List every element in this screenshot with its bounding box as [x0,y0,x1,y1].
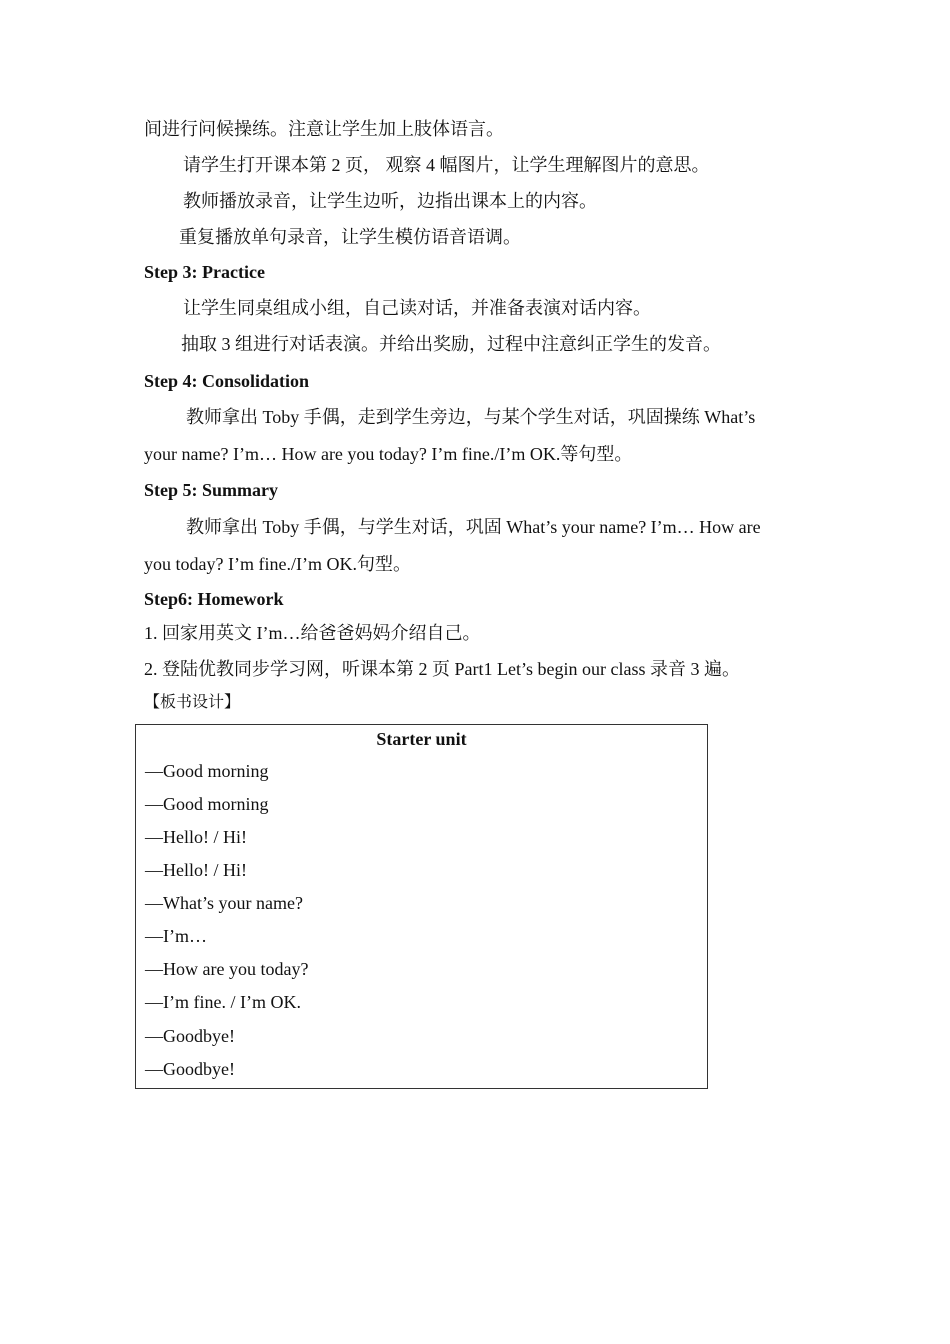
list-item: 1. 回家用英文 I’m…给爸爸妈妈介绍自己。 [144,623,481,643]
paragraph-line: 教师播放录音，让学生边听，边指出课本上的内容。 [183,191,597,211]
board-line: —How are you today? [145,959,309,979]
board-line: —Hello! / Hi! [145,827,247,847]
paragraph-line: 教师拿出 Toby 手偶，与学生对话，巩固 What’s your name? I’m… How are [186,517,761,537]
list-item: 2. 登陆优教同步学习网，听课本第 2 页 Part1 Let’s begin our class 录音 3 遍。 [144,659,740,679]
paragraph-line: your name? I’m… How are you today? I’m fine./I’m OK.等句型。 [144,444,633,464]
board-line: —Good morning [145,794,269,814]
board-title: Starter unit [376,729,467,749]
board-line: —What’s your name? [145,893,303,913]
board-line: —I’m fine. / I’m OK. [145,992,301,1012]
board-line: —Hello! / Hi! [145,860,247,880]
section-label: 【板书设计】 [144,694,241,711]
paragraph-line: 抽取 3 组进行对话表演。并给出奖励，过程中注意纠正学生的发音。 [181,334,721,354]
board-design-box [135,724,708,1089]
step-heading: Step 3: Practice [144,262,265,282]
step-heading: Step 4: Consolidation [144,371,310,391]
board-line: —Good morning [145,761,269,781]
board-line: —Goodbye! [145,1059,235,1079]
paragraph-line: you today? I’m fine./I’m OK.句型。 [144,554,411,574]
board-line: —I’m… [145,926,207,946]
step-heading: Step6: Homework [144,589,284,609]
paragraph-line: 重复播放单句录音，让学生模仿语音语调。 [179,227,521,247]
paragraph-line: 请学生打开课本第 2 页， 观察 4 幅图片，让学生理解图片的意思。 [183,155,710,175]
paragraph-line: 间进行问候操练。注意让学生加上肢体语言。 [144,119,504,139]
paragraph-line: 让学生同桌组成小组，自己读对话，并准备表演对话内容。 [183,298,651,318]
board-line: —Goodbye! [145,1026,235,1046]
paragraph-line: 教师拿出 Toby 手偶，走到学生旁边，与某个学生对话，巩固操练 What’s [186,407,756,427]
step-heading: Step 5: Summary [144,480,278,500]
